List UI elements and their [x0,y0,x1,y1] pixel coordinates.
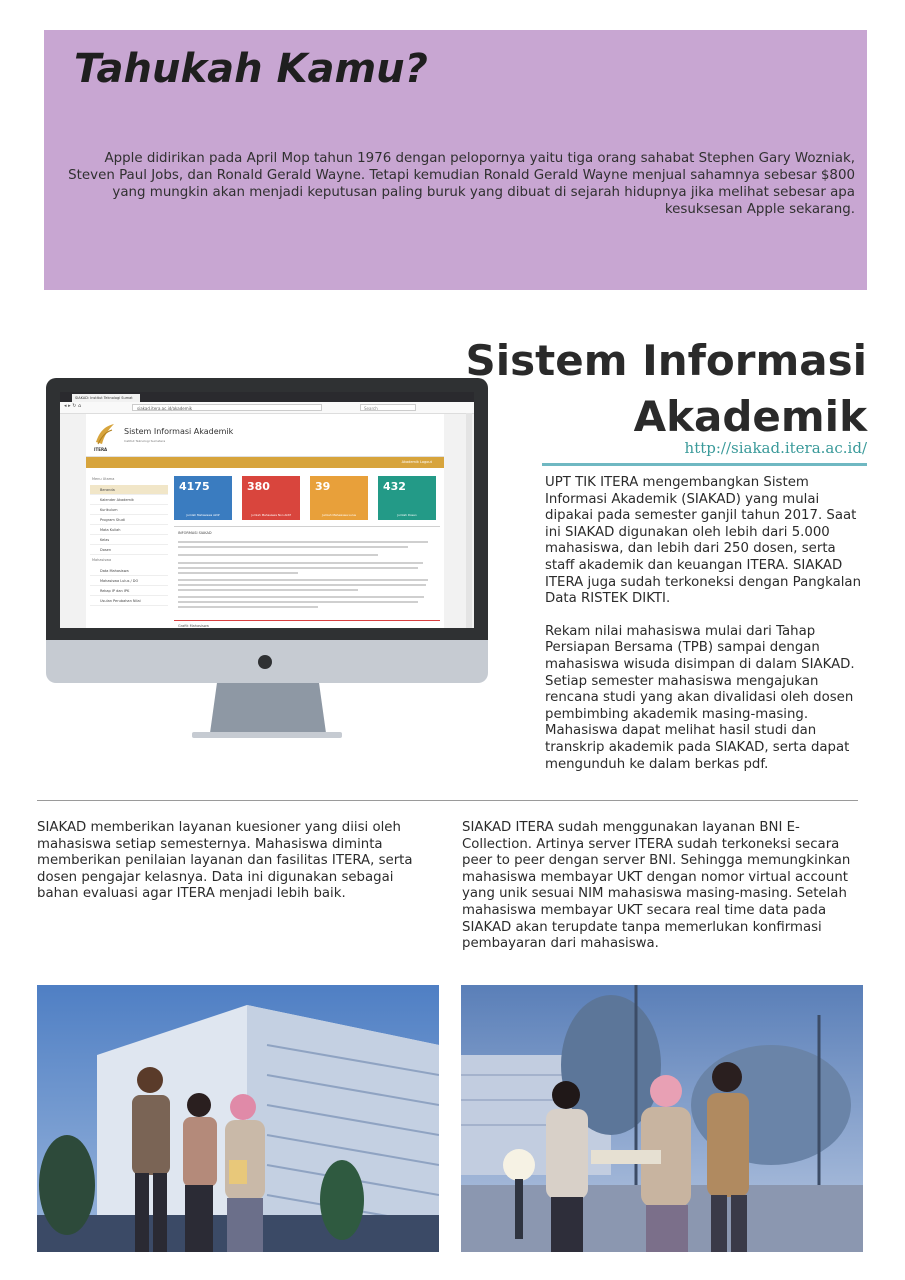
sidebar-item: Kalender Akademik [90,495,168,505]
info-text-line [178,572,298,574]
stat-value: 39 [315,480,331,493]
stat-label: Jumlah Mahasiswa Non Aktif [251,513,291,517]
sidebar-item: Mata Kuliah [90,525,168,535]
section-divider [37,800,858,801]
bottom-right-text: SIAKAD ITERA sudah menggunakan layanan BNI E-Collection. Artinya server ITERA sudah terkoneksi secara peer to peer dengan server BNI. Sehingga memungkinkan mahasiswa membayar UKT dengan nomor virtual account yang unik sesuai NIM mahasiswa masing-masing. Setelah mahasiswa membayar UKT secara real time data pada SIAKAD akan terupdate tanpa memerlukan konfirmasi pembayaran dari mahasiswa. [462,820,851,952]
students-photo-dusk [461,985,863,1252]
info-text-line [178,601,418,603]
stat-value: 4175 [179,480,210,493]
info-text-line [178,589,358,591]
info-text-line [178,584,426,586]
headline-rule [542,463,867,466]
stat-tiles [174,476,440,520]
sidebar-item: Rekap IP dan IPK [90,586,168,596]
info-text-line [178,567,418,569]
info-footer-heading: Grafik Mahasiswa [178,624,209,628]
stat-tile [310,476,368,520]
info-text-line [178,546,408,548]
logo-text: ITERA [94,447,108,452]
app-header [86,414,444,457]
stat-value: 432 [383,480,406,493]
sidebar-item: Program Studi [90,515,168,525]
did-you-know-title: Tahukah Kamu? [74,46,428,92]
stat-tile [174,476,232,520]
siakad-app [86,414,444,628]
did-you-know-text: Apple didirikan pada April Mop tahun 1976 dengan pelopornya yaitu tiga orang sahabat Stephen Gary Wozniak, Steven Paul Jobs, dan Ronald Gerald Wayne. Tetapi kemudian Ronald Gerald Wayne menjual sahamnya sebesar $800 yang mungkin akan menjadi keputusan paling buruk yang dibuat di sejarah hidupnya jika melihat sebesar apa kesuksesan Apple sekarang. [68,151,855,217]
bottom-left-text: SIAKAD memberikan layanan kuesioner yang diisi oleh mahasiswa setiap semesternya. Mahasiswa diminta memberikan penilaian layanan dan fasilitas ITERA, serta dosen pengajar kelasnya. Data ini digunakan sebagai bahan evaluasi agar ITERA menjadi lebih baik. [37,820,413,902]
info-panel [174,526,440,627]
app-sidebar [90,474,168,628]
students-photo-building [37,985,439,1252]
info-text-line [178,606,318,608]
monitor-stand [210,683,326,733]
app-subtitle: Institut Teknologi Sumatera [124,439,166,443]
headline-line-2: Akademik [633,392,867,441]
sidebar-heading-2: Mahasiswa [92,558,112,562]
sidebar-item: Dosen [90,545,168,555]
info-text-line [178,562,423,564]
right-paragraph-1: UPT TIK ITERA mengembangkan Sistem Informasi Akademik (SIAKAD) yang mulai dipakai pada semester ganjil tahun 2017. Saat ini SIAKAD digunakan oleh lebih dari 5.000 mahasiswa, dan lebih dari 250 dosen, serta staff akademik dan keuangan ITERA. SIAKAD ITERA juga sudah terkoneksi dengan Pangkalan Data RISTEK DIKTI. [545,475,861,607]
monitor-base [192,732,342,738]
browser-search: Search [360,404,416,411]
monitor-logo-dot [258,655,272,669]
info-text-line [178,596,424,598]
sidebar-item: Kurikulum [90,505,168,515]
info-footer-rule [174,620,440,621]
sidebar-item: Mahasiswa Lulus / DO [90,576,168,586]
sidebar-item: Data Mahasiswa [90,566,168,576]
info-heading: INFORMASI SIAKAD [178,531,212,535]
stat-label: Jumlah Mahasiswa Lulus [322,513,356,517]
itera-logo-icon [94,422,116,446]
right-column [545,475,865,789]
stat-label: Jumlah Dosen [397,513,417,517]
siakad-screenshot [60,392,474,628]
browser-tab: SIAKAD: Institut Teknologi Sumat [72,394,140,402]
did-you-know-box [44,30,867,290]
stat-tile [378,476,436,520]
app-title: Sistem Informasi Akademik [124,427,234,436]
browser-nav-icons: ◂ ▸ ↻ ⌂ [64,403,82,409]
app-top-bar [86,457,444,468]
sidebar-item: Usulan Perubahan Nilai [90,596,168,606]
browser-tab-bar [60,392,474,402]
headline-line-1: Sistem Informasi [465,336,867,385]
stat-label: Jumlah Mahasiswa Aktif [186,513,220,517]
stat-tile [242,476,300,520]
browser-address: siakad.itera.ac.id/akademik [132,404,322,411]
browser-scrollbar [466,413,472,628]
headline-title [447,333,867,445]
sidebar-item: Beranda [90,485,168,495]
app-top-bar-text: Akademik Logout [401,460,432,464]
info-text-line [178,554,378,556]
info-text-line [178,541,428,543]
monitor-illustration [46,378,488,681]
headline-url: http://siakad.itera.ac.id/ [684,439,867,457]
info-text-line [178,579,428,581]
sidebar-heading: Menu Utama [92,477,115,481]
right-paragraph-2: Rekam nilai mahasiswa mulai dari Tahap Persiapan Bersama (TPB) sampai dengan mahasiswa wisuda disimpan di dalam SIAKAD. Setiap semester mahasiswa mengajukan rencana studi yang akan divalidasi oleh dosen pembimbing akademik masing-masing. Mahasiswa dapat melihat hasil studi dan transkrip akademik pada SIAKAD, serta dapat mengunduh ke dalam berkas pdf. [545,623,855,772]
stat-value: 380 [247,480,270,493]
sidebar-item: Kelas [90,535,168,545]
